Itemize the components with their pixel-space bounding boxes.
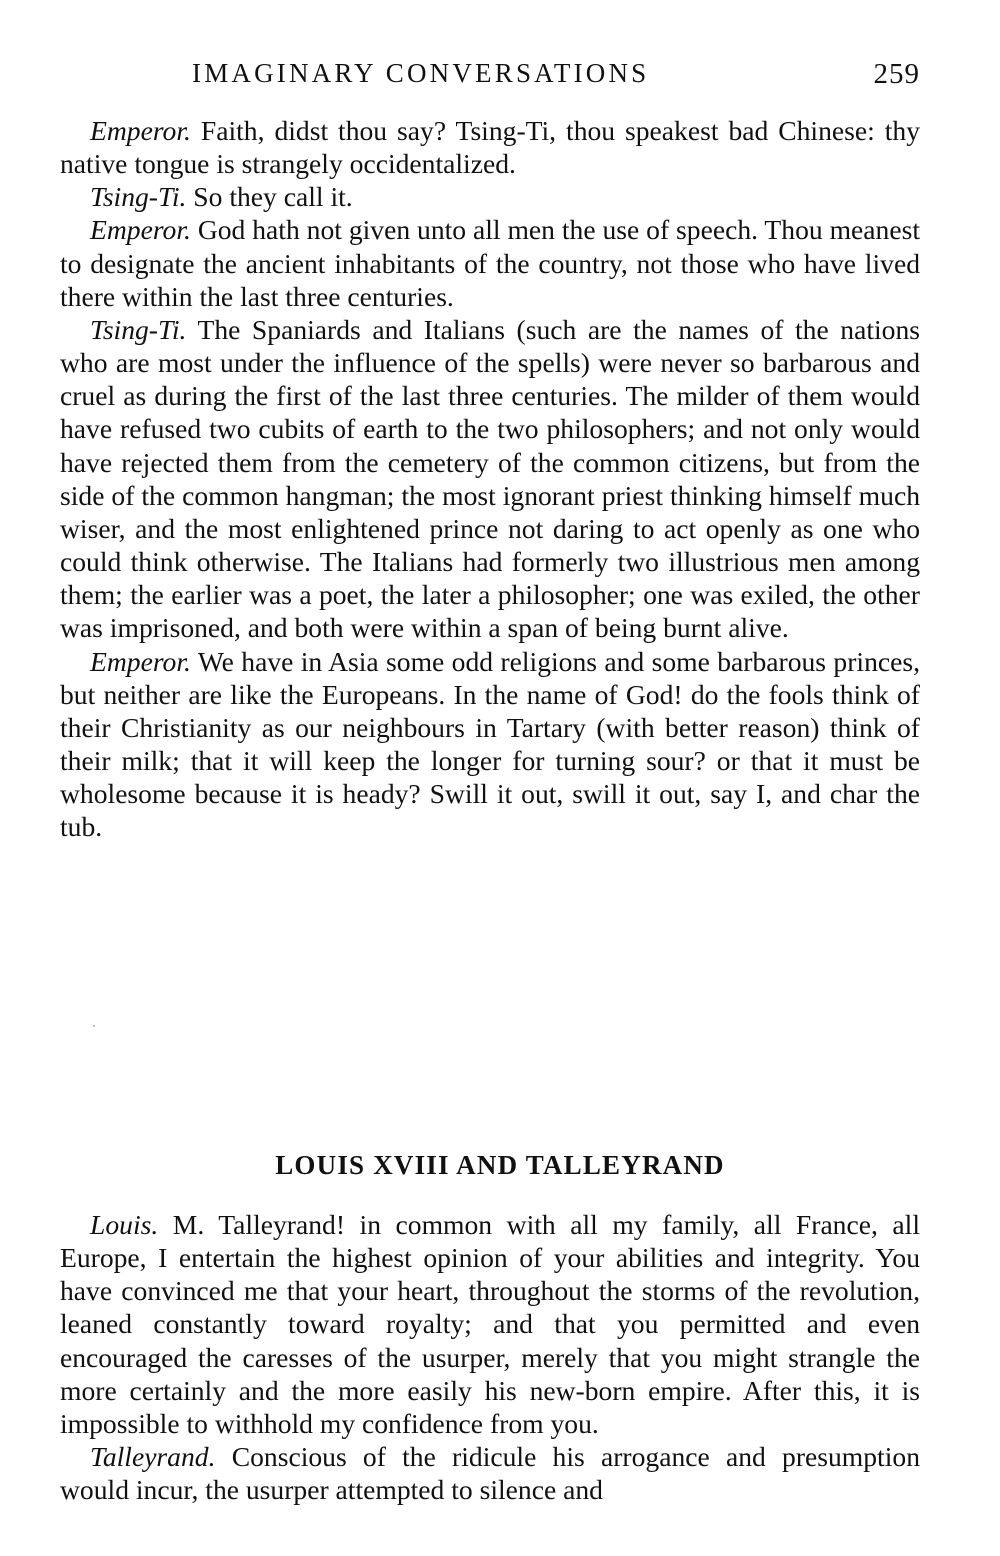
- page-header: [60, 58, 920, 98]
- dialogue-paragraph: [60, 1440, 920, 1506]
- speaker-name: Talleyrand.: [90, 1441, 216, 1473]
- dialogue-paragraph: [60, 645, 920, 844]
- speech-text: Faith, didst thou say? Tsing-Ti, thou speakest bad Chinese: thy native tongue is strangely occidentalized.: [60, 115, 920, 180]
- speaker-name: Tsing-Ti.: [90, 313, 187, 345]
- speech-text: God hath not given unto all men the use of speech. Thou meanest to designate the ancient inhabitants of the country, not those who have lived there within the last three centuries.: [60, 214, 920, 312]
- dialogue-louis-talleyrand: [60, 1208, 920, 1506]
- ink-speck: [93, 1025, 95, 1027]
- speech-text: We have in Asia some odd religions and some barbarous princes, but neither are like the Europeans. In the name of God! do the fools think of their Christianity as our neighbours in Tartary (with better reason) think of their milk; that it will keep the longer for turning sour? or that it must be wholesome because it is heady? Swill it out, swill it out, say I, and char the tub.: [60, 645, 920, 843]
- dialogue-paragraph: [60, 213, 920, 312]
- dialogue-paragraph: [60, 313, 920, 645]
- dialogue-emperor-tsing-ti: [60, 114, 920, 843]
- speech-text: So they call it.: [193, 181, 353, 213]
- dialogue-paragraph: [60, 114, 920, 180]
- speaker-name: Tsing-Ti.: [90, 181, 187, 213]
- running-title: IMAGINARY CONVERSATIONS: [192, 58, 650, 88]
- speaker-name: Emperor.: [90, 115, 191, 146]
- speech-text: M. Talleyrand! in common with all my family, all France, all Europe, I entertain the highest opinion of your abilities and integrity. You have convinced me that your heart, throughout the storms of the revolution, leaned constantly toward royalty; and that you permitted and even encouraged the caresses of the usurper, merely that you might strangle the more certainly and the more easily his new-born empire. After this, it is impossible to withhold my confidence from you.: [60, 1209, 920, 1439]
- speech-text: The Spaniards and Italians (such are the names of the nations who are most under the influence of the spells) were never so barbarous and cruel as during the first of the last three centuries. The milder of them would have refused two cubits of earth to the two philosophers; and not only would have rejected them from the cemetery of the common citizens, but from the side of the common hangman; the most ignorant priest thinking himself much wiser, and the most enlightened prince not daring to act openly as one who could think otherwise. The Italians had formerly two illustrious men among them; the earlier was a poet, the later a philosopher; one was exiled, the other was imprisoned, and both were within a span of being burnt alive.: [60, 313, 920, 644]
- speaker-name: Emperor.: [90, 645, 191, 677]
- dialogue-paragraph: [60, 180, 920, 213]
- section-title: LOUIS XVIII AND TALLEYRAND: [275, 1150, 725, 1180]
- speaker-name: Louis.: [90, 1209, 159, 1240]
- speech-text: Conscious of the ridicule his arrogance and presumption would incur, the usurper attempted to silence and: [60, 1441, 920, 1506]
- dialogue-paragraph: [60, 1208, 920, 1440]
- speaker-name: Emperor.: [90, 214, 191, 246]
- page-number: 259: [873, 58, 920, 90]
